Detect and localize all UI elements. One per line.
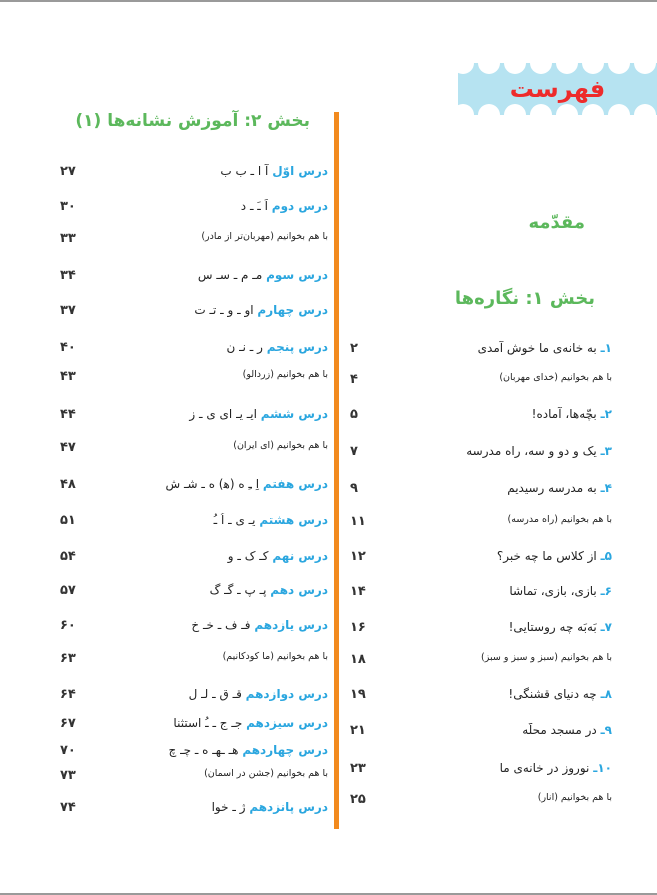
lesson-label: ۷ـ xyxy=(600,620,612,634)
entry-title: یـ ی ـ اُ ـُ xyxy=(213,513,256,527)
toc-row xyxy=(0,617,657,639)
page-number: ۱۸ xyxy=(350,652,366,667)
entry-title: با هم بخوانیم (راه مدرسه) xyxy=(507,514,612,525)
toc-row xyxy=(0,478,657,500)
page-number: ۱۹ xyxy=(350,687,366,702)
entry-title: اَ ـَ ـ د xyxy=(240,199,268,213)
toc-row xyxy=(0,789,657,811)
lesson-label: درس سوم xyxy=(266,268,328,282)
lesson-entry-text xyxy=(405,481,612,495)
toc-row xyxy=(0,441,657,463)
lesson-entry-text xyxy=(95,303,328,317)
entry-title: به مدرسه رسیدیم xyxy=(507,481,597,495)
lesson-label: درس پانزدهم xyxy=(249,800,328,814)
page-number: ۷۳ xyxy=(60,768,76,783)
page-number: ۳۷ xyxy=(60,303,76,318)
page-number: ۵۴ xyxy=(60,549,76,564)
toc-row xyxy=(0,511,657,533)
lesson-label: درس هشتم xyxy=(259,513,328,527)
page-number: ۳۴ xyxy=(60,268,76,283)
section-2-title: بخش ۲: آموزش نشانه‌ها (۱) xyxy=(75,111,310,131)
toc-row xyxy=(0,758,657,780)
page-number: ۷ xyxy=(350,444,358,459)
entry-title: نوروز در خانه‌ی ما xyxy=(499,761,590,775)
page-title: فهرست xyxy=(509,75,606,103)
page-number: ۴۸ xyxy=(60,477,76,492)
lesson-label: ۹ـ xyxy=(600,723,612,737)
entry-title: با هم بخوانیم (مهربان‌تر از مادر) xyxy=(201,231,328,242)
lesson-label: درس ششم xyxy=(260,407,328,421)
lesson-label: ۵ـ xyxy=(600,549,612,563)
contents-banner xyxy=(458,63,657,115)
entry-title: کـ ک ـ و xyxy=(227,549,269,563)
entry-title: هـ ـهـ ه ـ چـ چ xyxy=(168,743,239,757)
toc-row xyxy=(0,196,657,218)
reading-entry-text xyxy=(405,514,612,525)
page-number: ۲۷ xyxy=(60,164,76,179)
toc-row xyxy=(0,369,657,391)
entry-title: ر ـ نـ ن xyxy=(226,340,263,354)
lesson-label: درس دهم xyxy=(270,583,328,597)
page-number: ۷۴ xyxy=(60,800,76,815)
lesson-entry-text xyxy=(405,341,612,355)
reading-entry-text xyxy=(405,372,612,383)
lesson-entry-text xyxy=(405,584,612,598)
toc-row xyxy=(0,404,657,426)
lesson-entry-text xyxy=(405,687,612,701)
toc-row xyxy=(0,546,657,568)
toc-row xyxy=(0,161,657,183)
entry-title: با هم بخوانیم (خدای مهربان) xyxy=(499,372,612,383)
lesson-label: ۱ـ xyxy=(600,341,612,355)
entry-title: به خانه‌ی ما خوش آمدی xyxy=(477,341,597,355)
toc-row xyxy=(0,684,657,706)
lesson-entry-text xyxy=(95,743,328,757)
page-number: ۶۳ xyxy=(60,651,76,666)
page-number: ۷۰ xyxy=(60,743,76,758)
entry-title: فـ ف ـ خـ خ xyxy=(191,618,251,632)
lesson-label: درس یازدهم xyxy=(254,618,328,632)
entry-title: آ ا ـ ب ب xyxy=(220,164,269,178)
toc-row xyxy=(0,228,657,250)
lesson-label: ۶ـ xyxy=(600,584,612,598)
lesson-entry-text xyxy=(405,620,612,634)
page-number: ۴ xyxy=(350,372,358,387)
lesson-label: درس هفتم xyxy=(262,477,328,491)
entry-title: او ـ و ـ تـ ت xyxy=(194,303,254,317)
entry-title: پـ پ ـ گـ گ xyxy=(209,583,267,597)
page-number: ۱۱ xyxy=(350,514,366,529)
lesson-label: ۸ـ xyxy=(600,687,612,701)
entry-title: مـ م ـ سـ س xyxy=(197,268,263,282)
introduction-heading: مقدّمه xyxy=(528,212,585,233)
reading-entry-text xyxy=(405,792,612,803)
entry-title: ژ ـ خوا xyxy=(211,800,246,814)
lesson-entry-text xyxy=(95,164,328,178)
page-number: ۵ xyxy=(350,407,358,422)
page-number: ۵۷ xyxy=(60,583,76,598)
page-number: ۵۱ xyxy=(60,513,76,528)
lesson-entry-text xyxy=(405,723,612,737)
lesson-label: ۲ـ xyxy=(600,407,612,421)
page-number: ۶۰ xyxy=(60,618,76,633)
lesson-label: درس پنجم xyxy=(266,340,328,354)
entry-title: با هم بخوانیم (سبز و سبز و سبز) xyxy=(481,652,612,663)
page-number: ۹ xyxy=(350,481,358,496)
entry-title: بچّه‌ها، آماده! xyxy=(531,407,597,421)
entry-title: با هم بخوانیم (انار) xyxy=(537,792,612,803)
lesson-label: ۴ـ xyxy=(600,481,612,495)
page-number: ۱۲ xyxy=(350,549,366,564)
page-number: ۴۴ xyxy=(60,407,76,422)
entry-title: اِ ـِ ه (ﻫ) ه ـ شـ ش xyxy=(165,477,260,491)
page-number: ۲۵ xyxy=(350,792,366,807)
reading-entry-text xyxy=(405,652,612,663)
entry-title: بازی، بازی، تماشا xyxy=(509,584,597,598)
page-number: ۳۳ xyxy=(60,231,76,246)
toc-row xyxy=(0,338,657,360)
entry-title: ایـ یـ ای ی ـ ز xyxy=(189,407,257,421)
page-number: ۲۱ xyxy=(350,723,366,738)
lesson-label: درس دوازدهم xyxy=(245,687,328,701)
entry-title: در مسجد محلّه xyxy=(522,723,597,737)
lesson-label: درس اوّل xyxy=(272,164,328,178)
lesson-entry-text xyxy=(95,199,328,213)
entry-title: قـ ق ـ لـ ل xyxy=(188,687,242,701)
page-number: ۲۳ xyxy=(350,761,366,776)
entry-title: با هم بخوانیم (جشن در آسمان) xyxy=(204,768,328,779)
page-number: ۱۴ xyxy=(350,584,366,599)
entry-title: یک و دو و سه، راه مدرسه xyxy=(466,444,597,458)
top-border-line xyxy=(0,0,657,2)
toc-row xyxy=(0,649,657,671)
lesson-label: درس چهارم xyxy=(257,303,328,317)
entry-title: از کلاس ما چه خبر؟ xyxy=(496,549,597,563)
lesson-label: درس دوم xyxy=(271,199,328,213)
lesson-entry-text xyxy=(405,549,612,563)
entry-title: با هم بخوانیم (زردآلو) xyxy=(242,369,328,380)
toc-row xyxy=(0,581,657,603)
lesson-label: ۳ـ xyxy=(600,444,612,458)
page-number: ۶۴ xyxy=(60,687,76,702)
lesson-label: ۱۰ـ xyxy=(593,761,612,775)
lesson-label: درس سیزدهم xyxy=(246,716,328,730)
entry-title: با هم بخوانیم (ای ایران) xyxy=(233,440,328,451)
page-number: ۴۷ xyxy=(60,440,76,455)
page-number: ۴۰ xyxy=(60,340,76,355)
page-number: ۴۳ xyxy=(60,369,76,384)
toc-row xyxy=(0,265,657,287)
section-1-title: بخش ۱: نگاره‌ها xyxy=(454,288,595,309)
entry-title: بَه‌بَه چه روستایی! xyxy=(508,620,597,634)
page-number: ۶۷ xyxy=(60,716,76,731)
entry-title: با هم بخوانیم (ما کودکانیم) xyxy=(222,651,328,662)
entry-title: چه دنیای قشنگی! xyxy=(508,687,597,701)
lesson-label: درس نهم xyxy=(272,549,328,563)
page-number: ۲ xyxy=(350,341,358,356)
toc-row xyxy=(0,720,657,742)
page-number: ۱۶ xyxy=(350,620,366,635)
lesson-entry-text xyxy=(405,444,612,458)
reading-entry-text xyxy=(95,231,328,242)
toc-row xyxy=(0,300,657,322)
lesson-entry-text xyxy=(405,761,612,775)
page-number: ۳۰ xyxy=(60,199,76,214)
lesson-entry-text xyxy=(405,407,612,421)
lesson-label: درس چهاردهم xyxy=(242,743,328,757)
entry-title: جـ ج ـ ـُ استثنا xyxy=(173,716,243,730)
lesson-entry-text xyxy=(95,268,328,282)
